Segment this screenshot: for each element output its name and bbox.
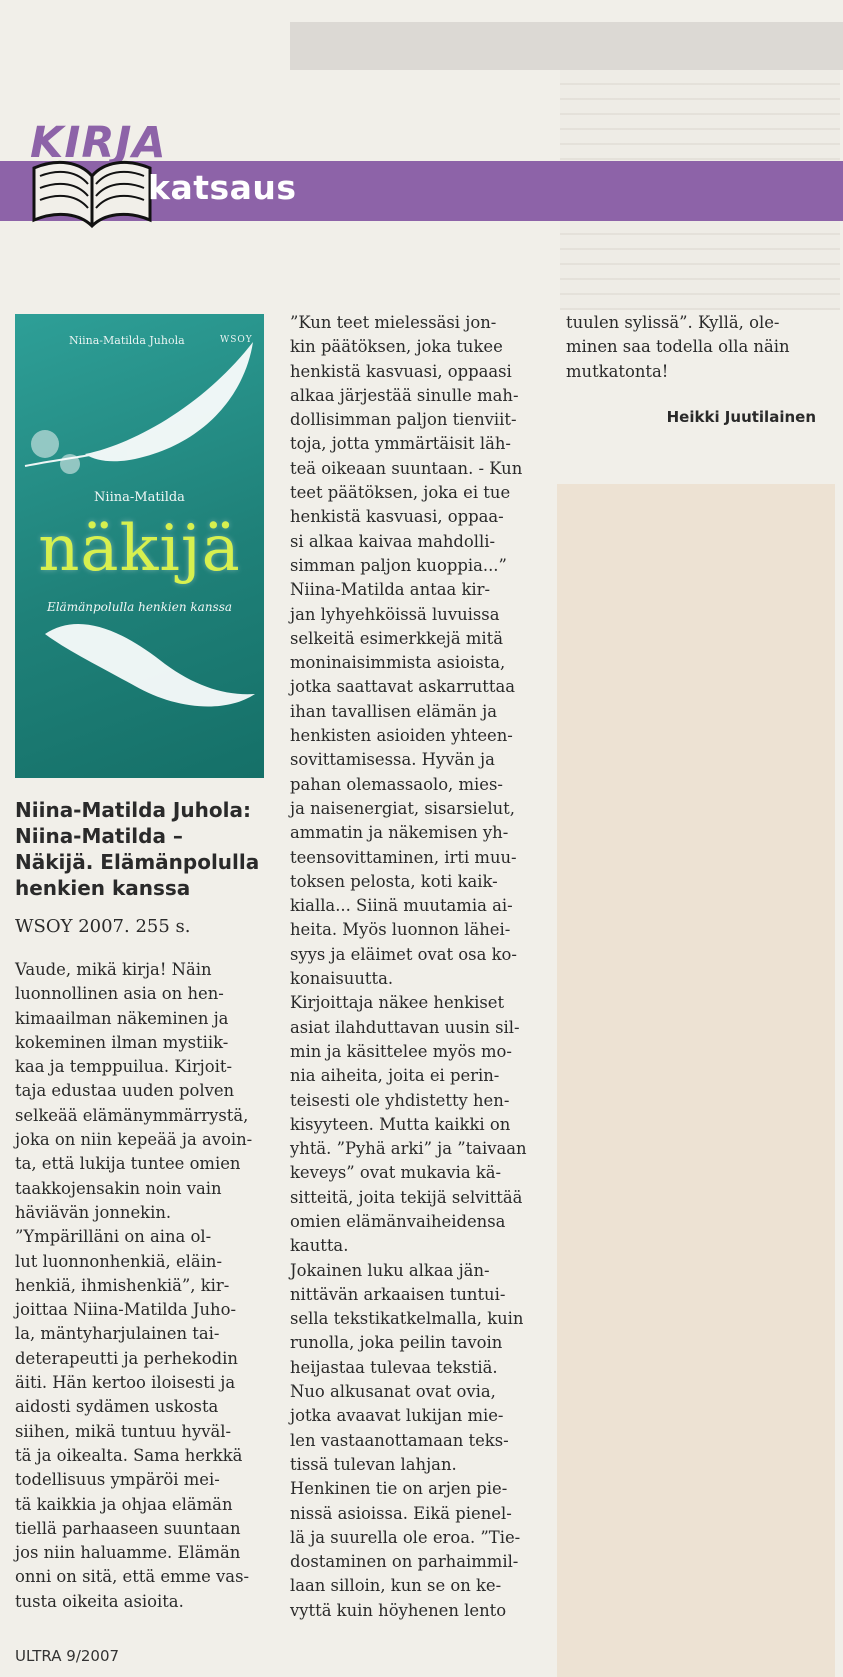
book-title-line: henkien kanssa [15, 876, 191, 900]
issue-footer: ULTRA 9/2007 [15, 1647, 120, 1665]
text-line: kaa ja temppuilua. Kirjoit- [15, 1057, 232, 1077]
text-line: Jokainen luku alkaa jän- [290, 1260, 490, 1280]
text-line: siihen, mikä tuntuu hyväl- [15, 1421, 232, 1441]
section-label-katsaus: katsaus [148, 168, 297, 207]
text-line: Niina-Matilda antaa kir- [290, 580, 491, 600]
text-line: moninaisimmista asioista, [290, 653, 506, 673]
article-column-3 [566, 311, 828, 384]
text-line: henkiä, ihmishenkiä”, kir- [15, 1275, 230, 1295]
text-line: ja naisenergiat, sisarsielut, [290, 798, 515, 818]
text-line: nissä asioissa. Eikä pienel- [290, 1503, 512, 1523]
text-line: henkistä kasvuasi, oppaasi [290, 361, 512, 381]
text-line: jotka saattavat askarruttaa [290, 677, 516, 697]
text-line: teisesti ole yhdistetty hen- [290, 1090, 510, 1110]
text-line: dostaminen on parhaimmil- [290, 1552, 519, 1572]
text-line: taja edustaa uuden polven [15, 1081, 235, 1101]
text-line: laan silloin, kun se on ke- [290, 1576, 502, 1596]
text-line: Kirjoittaja näkee henkiset [290, 993, 505, 1013]
text-line: runolla, joka peilin tavoin [290, 1333, 503, 1353]
cover-publisher: WSOY [220, 335, 253, 345]
article-column-2 [290, 311, 552, 1623]
text-line: jan lyhyehköissä luvuissa [290, 604, 500, 624]
open-book-icon [28, 154, 156, 230]
text-line: luonnollinen asia on hen- [15, 984, 224, 1004]
text-line: kin päätöksen, joka tukee [290, 337, 503, 357]
text-line: omien elämänvaiheidensa [290, 1211, 506, 1231]
text-line: todellisuus ympäröi mei- [15, 1470, 220, 1490]
text-line: heijastaa tulevaa tekstiä. [290, 1357, 498, 1377]
text-line: si alkaa kaivaa mahdolli- [290, 531, 496, 551]
book-title-line: Niina-Matilda – [15, 824, 183, 848]
text-line: sitteitä, joita tekijä selvittää [290, 1187, 523, 1207]
text-line: teä oikeaan suuntaan. - Kun [290, 458, 523, 478]
text-line: tiellä parhaaseen suuntaan [15, 1518, 241, 1538]
text-line: kialla... Siinä muutamia ai- [290, 896, 513, 916]
text-line: tä kaikkia ja ohjaa elämän [15, 1494, 233, 1514]
text-line: konaisuutta. [290, 969, 394, 989]
book-publication-info: WSOY 2007. 255 s. [15, 916, 191, 937]
book-title [15, 797, 275, 901]
text-line: alkaa järjestää sinulle mah- [290, 385, 519, 405]
text-line: taakkojensakin noin vain [15, 1178, 222, 1198]
text-line: kimaailman näkeminen ja [15, 1008, 229, 1028]
text-line: äiti. Hän kertoo iloisesti ja [15, 1373, 236, 1393]
text-line: minen saa todella olla näin [566, 337, 790, 357]
text-line: len vastaanottamaan teks- [290, 1430, 509, 1450]
text-line: teet päätöksen, joka ei tue [290, 483, 511, 503]
text-line: kokeminen ilman mystiik- [15, 1032, 229, 1052]
text-line: ”Kun teet mielessäsi jon- [290, 313, 497, 332]
text-line: min ja käsittelee myös mo- [290, 1041, 512, 1061]
text-line: sella tekstikatkelmalla, kuin [290, 1309, 524, 1329]
text-line: yhtä. ”Pyhä arki” ja ”taivaan [290, 1139, 527, 1159]
text-line: onni on sitä, että emme vas- [15, 1567, 250, 1587]
text-line: simman paljon kuoppia...” [290, 555, 507, 575]
text-line: henkistä kasvuasi, oppaa- [290, 507, 504, 527]
text-line: deterapeutti ja perhekodin [15, 1348, 238, 1368]
text-line: tusta oikeita asioita. [15, 1591, 184, 1611]
text-line: nittävän arkaaisen tuntui- [290, 1284, 506, 1304]
text-line: lä ja suurella ole eroa. ”Tie- [290, 1527, 521, 1547]
text-line: toja, jotta ymmärtäisit läh- [290, 434, 511, 454]
text-line: sovittamisessa. Hyvän ja [290, 750, 495, 770]
book-title-line: Niina-Matilda Juhola: [15, 798, 251, 822]
text-line: henkisten asioiden yhteen- [290, 726, 513, 746]
section-label-kirja: KIRJA [30, 118, 167, 168]
text-line: selkeää elämänymmärrystä, [15, 1105, 249, 1125]
text-line: vyttä kuin höyhenen lento [290, 1600, 507, 1620]
top-bleed-strip [290, 22, 843, 70]
text-line: dollisimman paljon tienviit- [290, 410, 517, 430]
cover-author: Niina-Matilda Juhola [69, 334, 185, 347]
text-line: joka on niin kepeää ja avoin- [15, 1130, 253, 1150]
text-line: kisyyteen. Mutta kaikki on [290, 1114, 511, 1134]
empty-ad-box [557, 484, 835, 1677]
text-line: mutkatonta! [566, 361, 669, 381]
text-line: kautta. [290, 1236, 349, 1256]
text-line: aidosti sydämen uskosta [15, 1397, 219, 1417]
text-line: jotka avaavat lukijan mie- [290, 1406, 504, 1426]
text-line: jos niin haluamme. Elämän [15, 1543, 241, 1563]
book-cover [15, 314, 264, 778]
text-line: ammatin ja näkemisen yh- [290, 823, 509, 843]
text-line: ”Ympärilläni on aina ol- [15, 1227, 212, 1247]
cover-author-name: Niina-Matilda [94, 490, 185, 505]
text-line: ta, että lukija tuntee omien [15, 1154, 241, 1174]
cover-subtitle: Elämänpolulla henkien kanssa [46, 600, 233, 614]
cover-title: näkijä [38, 512, 241, 586]
text-line: Vaude, mikä kirja! Näin [15, 960, 212, 979]
text-line: lut luonnonhenkiä, eläin- [15, 1251, 223, 1271]
text-line: tuulen sylissä”. Kyllä, ole- [566, 313, 780, 332]
text-line: pahan olemassaolo, mies- [290, 774, 503, 794]
text-line: teensovittaminen, irti muu- [290, 847, 517, 867]
text-line: joittaa Niina-Matilda Juho- [15, 1300, 237, 1320]
book-title-line: Näkijä. Elämänpolulla [15, 850, 260, 874]
text-line: heita. Myös luonnon lähei- [290, 920, 511, 940]
text-line: häviävän jonnekin. [15, 1202, 172, 1222]
article-column-1 [15, 958, 277, 1614]
text-line: syys ja eläimet ovat osa ko- [290, 944, 517, 964]
text-line: selkeitä esimerkkejä mitä [290, 628, 503, 648]
text-line: ihan tavallisen elämän ja [290, 701, 497, 721]
text-line: Nuo alkusanat ovat ovia, [290, 1382, 496, 1402]
text-line: tä ja oikealta. Sama herkkä [15, 1445, 243, 1465]
text-line: Henkinen tie on arjen pie- [290, 1479, 508, 1499]
author-signature: Heikki Juutilainen [666, 408, 816, 426]
text-line: la, mäntyharjulainen tai- [15, 1324, 220, 1344]
text-line: asiat ilahduttavan uusin sil- [290, 1017, 520, 1037]
text-line: keveys” ovat mukavia kä- [290, 1163, 502, 1183]
text-line: tissä tulevan lahjan. [290, 1454, 457, 1474]
text-line: toksen pelosta, koti kaik- [290, 871, 498, 891]
text-line: nia aiheita, joita ei perin- [290, 1066, 500, 1086]
